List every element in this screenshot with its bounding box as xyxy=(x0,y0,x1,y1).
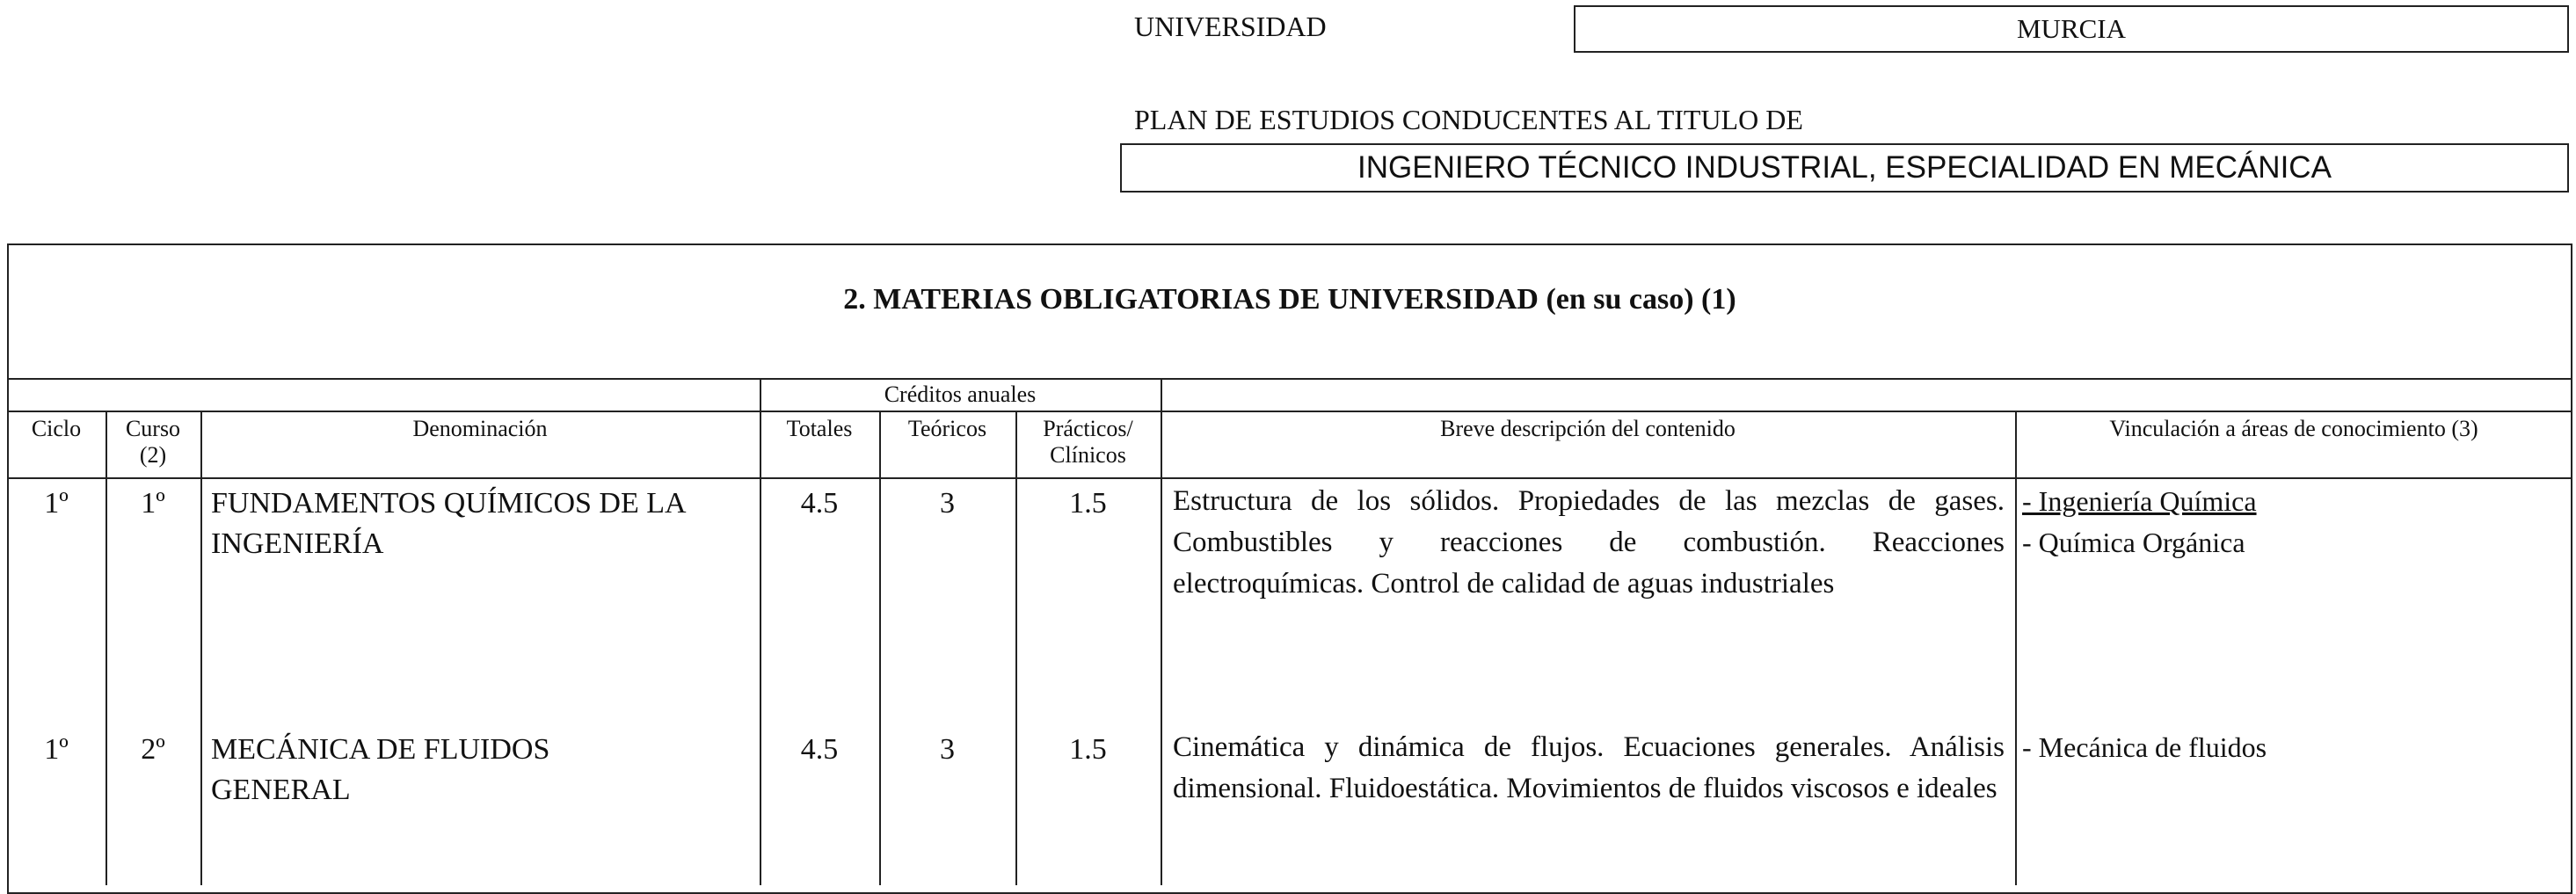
header-mid-rule xyxy=(7,411,2572,412)
table-row-area: - Química Orgánica xyxy=(2022,527,2245,558)
table-row-ciclo: 1º xyxy=(44,733,69,766)
header-creditos-anuales: Créditos anuales xyxy=(884,382,1037,407)
col-sep-descripcion xyxy=(2015,411,2017,885)
col-sep-denominacion xyxy=(760,378,761,885)
table-row-practicos: 1.5 xyxy=(1069,487,1107,520)
table-row-curso: 2º xyxy=(141,733,165,766)
universidad-label: UNIVERSIDAD xyxy=(1134,11,1327,42)
table-row-descripcion: Cinemática y dinámica de flujos. Ecuaciones generales. Análisis dimensional. Fluidoestática. Movimientos de fluidos viscosos e ideales xyxy=(1173,731,2005,804)
table-row-area: - Mecánica de fluidos xyxy=(2022,731,2267,763)
section-title-bold: 2. MATERIAS OBLIGATORIAS DE UNIVERSIDAD xyxy=(843,283,1539,316)
universidad-value: MURCIA xyxy=(2016,13,2126,44)
col-sep-practicos xyxy=(1161,378,1162,885)
header-practicos xyxy=(1015,416,1161,469)
table-row-teoricos: 3 xyxy=(940,487,955,520)
table-row-practicos: 1.5 xyxy=(1069,733,1107,766)
table-row-denominacion: FUNDAMENTOS QUÍMICOS DE LA INGENIERÍA xyxy=(211,487,685,560)
col-sep-teoricos xyxy=(1015,411,1017,885)
titulo-value: INGENIERO TÉCNICO INDUSTRIAL, ESPECIALIDAD EN MECÁNICA xyxy=(1357,150,2332,185)
header-descripcion: Breve descripción del contenido xyxy=(1440,416,1736,441)
table-row-denominacion: MECÁNICA DE FLUIDOS GENERAL xyxy=(211,733,550,806)
header-totales: Totales xyxy=(786,416,853,441)
table-row-ciclo: 1º xyxy=(44,487,69,520)
header-curso-line1: Curso xyxy=(125,416,181,441)
section-title xyxy=(7,283,2572,316)
col-sep-totales xyxy=(879,411,881,885)
plan-label: PLAN DE ESTUDIOS CONDUCENTES AL TITULO DE xyxy=(1134,104,1803,135)
header-curso-line2: (2) xyxy=(139,442,167,468)
header-bottom-rule xyxy=(7,477,2572,479)
header-denominacion: Denominación xyxy=(412,416,548,441)
header-practicos-line2: Clínicos xyxy=(1050,442,1126,468)
col-sep-curso xyxy=(200,411,202,885)
header-curso xyxy=(106,416,200,469)
header-practicos-line1: Prácticos/ xyxy=(1043,416,1133,441)
col-sep-ciclo xyxy=(106,411,107,885)
table-top-rule xyxy=(7,378,2572,380)
header-vinculacion: Vinculación a áreas de conocimiento (3) xyxy=(2109,416,2478,441)
header-teoricos: Teóricos xyxy=(907,416,987,441)
table-row-descripcion: Estructura de los sólidos. Propiedades de las mezclas de gases. Combustibles y reacciones de combustión. Reacciones electroquímicas. Control de calidad de aguas industriales xyxy=(1173,485,2005,600)
table-row-teoricos: 3 xyxy=(940,733,955,766)
table-row-area: - Ingeniería Química xyxy=(2022,485,2257,517)
universidad-value-box xyxy=(1574,5,2569,53)
table-row-curso: 1º xyxy=(141,487,165,520)
table-row-totales: 4.5 xyxy=(800,487,839,520)
titulo-value-box xyxy=(1120,143,2569,193)
header-ciclo: Ciclo xyxy=(31,416,82,441)
section-title-suffix: (en su caso) (1) xyxy=(1546,283,1736,316)
table-row-totales: 4.5 xyxy=(800,733,839,766)
